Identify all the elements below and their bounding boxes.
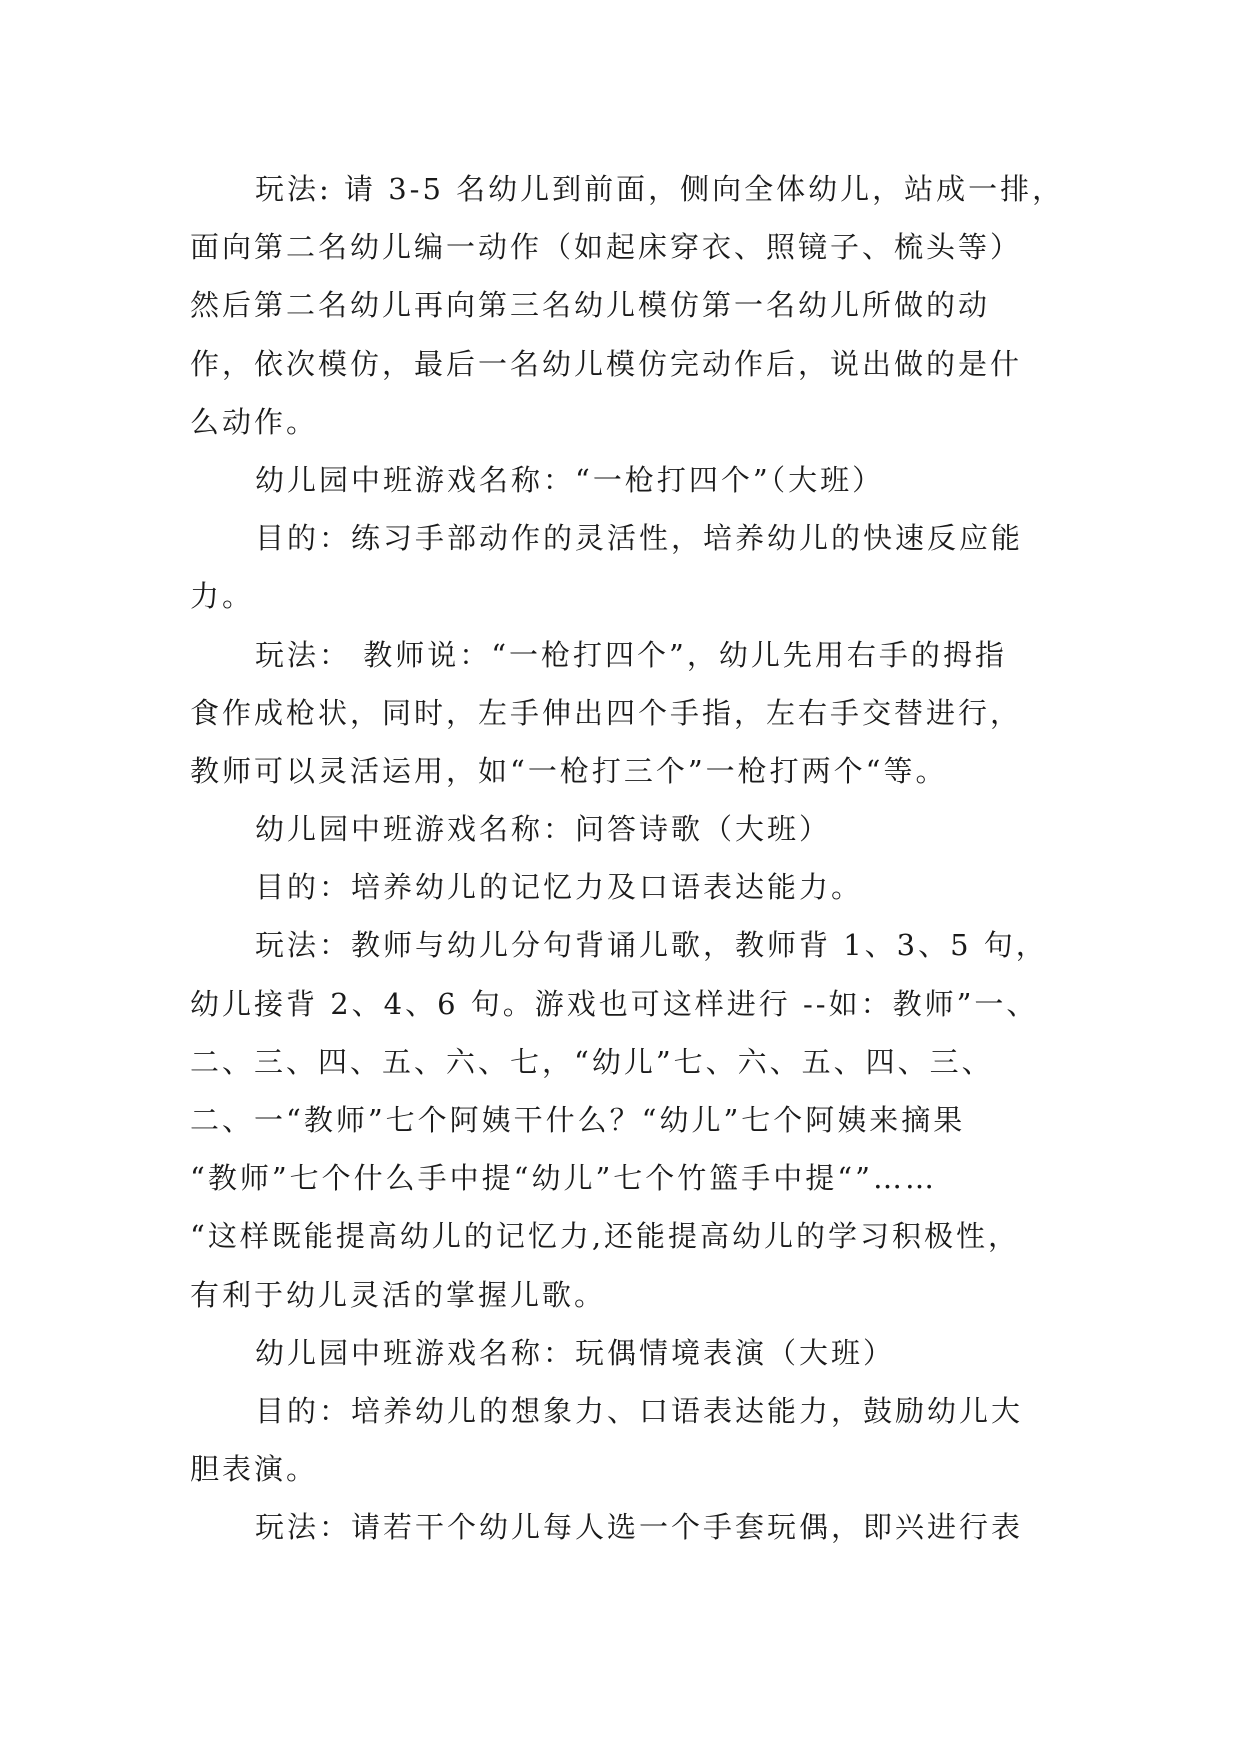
paragraph-goal-1 [190,509,1065,625]
paragraph-play-4 [190,1498,1065,1556]
text-line: 幼儿接背 2、4、6 句。游戏也可这样进行 --如：教师”一、 [190,986,1039,1021]
paragraph-play-1 [190,160,1065,451]
text-line: 教师可以灵活运用，如“一枪打三个”一枪打两个“等。 [190,753,948,788]
paragraph-play-2 [190,626,1065,801]
text-line: 目的：培养幼儿的记忆力及口语表达能力。 [255,870,864,905]
text-line: 目的：练习手部动作的灵活性，培养幼儿的快速反应能 [255,521,1024,556]
text-line: 二、三、四、五、六、七，“幼儿”七、六、五、四、三、 [190,1044,994,1079]
text-line: 作，依次模仿，最后一名幼儿模仿完动作后，说出做的是什 [190,346,1023,381]
text-line: 目的：培养幼儿的想象力、口语表达能力，鼓励幼儿大 [255,1393,1024,1428]
text-line: 玩法: 请 3-5 名幼儿到前面，侧向全体幼儿，站成一排， [255,172,1065,206]
text-line: 幼儿园中班游戏名称：“一枪打四个”（大班） [255,462,885,497]
text-line: 力。 [190,579,255,614]
text-line: 有利于幼儿灵活的掌握儿歌。 [190,1277,607,1312]
document-body [190,160,1065,1557]
game-title-1 [190,451,1065,509]
paragraph-goal-3 [190,1382,1065,1498]
text-line: 么动作。 [190,404,319,439]
game-title-3 [190,1324,1065,1382]
paragraph-goal-2 [190,858,1065,916]
text-line: “教师”七个什么手中提“幼儿”七个竹篮手中提“”…… [190,1161,937,1196]
text-line: 幼儿园中班游戏名称：玩偶情境表演（大班） [255,1335,896,1370]
paragraph-play-3 [190,916,1065,1323]
text-line: 然后第二名幼儿再向第三名幼儿模仿第一名幼儿所做的动 [190,288,991,323]
text-line: “这样既能提高幼儿的记忆力,还能提高幼儿的学习积极性， [190,1219,1021,1254]
game-title-2 [190,800,1065,858]
text-line: 食作成枪状，同时，左手伸出四个手指，左右手交替进行， [190,695,1023,730]
text-line: 玩法：请若干个幼儿每人选一个手套玩偶，即兴进行表 [255,1510,1024,1545]
text-line: 玩法：教师与幼儿分句背诵儿歌，教师背 1、3、5 句， [255,928,1048,963]
text-line: 胆表演。 [190,1452,319,1487]
text-line: 幼儿园中班游戏名称：问答诗歌（大班） [255,812,832,847]
text-line: 二、一“教师”七个阿姨干什么？“幼儿”七个阿姨来摘果 [190,1103,966,1137]
text-line: 面向第二名幼儿编一动作（如起床穿衣、照镜子、梳头等） [190,230,1023,265]
text-line: 玩法： 教师说：“一枪打四个”，幼儿先用右手的拇指 [255,637,1007,672]
